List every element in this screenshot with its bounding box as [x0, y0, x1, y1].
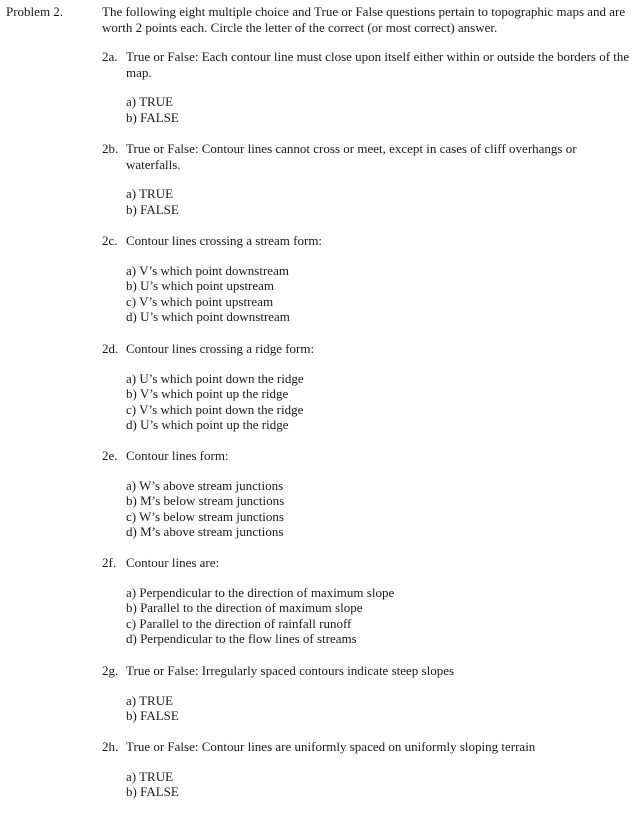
question-number: 2c. [102, 233, 118, 248]
question-2e [102, 448, 634, 540]
question-2f [102, 555, 634, 647]
choice-list [126, 186, 634, 217]
question-number: 2e. [102, 448, 118, 463]
question-number: 2d. [102, 341, 119, 356]
choice-list [126, 371, 634, 433]
choice-c[interactable]: c) V’s which point upstream [126, 293, 274, 309]
problem-intro: The following eight multiple choice and True or False questions pertain to topographic maps and are worth 2 points each. Circle the letter of the correct (or most correct) answer. [102, 4, 626, 35]
question-2g [102, 663, 634, 724]
question-2c [102, 233, 634, 325]
question-number: 2f. [102, 555, 117, 570]
choice-d[interactable]: d) U’s which point downstream [126, 309, 290, 324]
choice-b[interactable]: b) FALSE [126, 708, 179, 723]
choice-d[interactable]: d) U’s which point up the ridge [126, 417, 289, 432]
question-text: Contour lines crossing a stream form: [126, 233, 323, 248]
question-text: Contour lines crossing a ridge form: [126, 341, 315, 356]
choice-list [126, 478, 634, 540]
choice-c[interactable]: c) W’s below stream junctions [126, 508, 284, 524]
choice-a[interactable]: a) TRUE [126, 94, 174, 109]
choice-d[interactable]: d) Perpendicular to the flow lines of streams [126, 631, 357, 646]
choice-b[interactable]: b) V’s which point up the ridge [126, 386, 289, 401]
question-text: True or False: Contour lines are uniformly spaced on uniformly sloping terrain [126, 739, 536, 754]
question-text: True or False: Contour lines cannot cross or meet, except in cases of cliff overhangs or waterfalls. [126, 141, 577, 172]
choice-a[interactable]: a) TRUE [126, 692, 174, 708]
question-number: 2a. [102, 49, 118, 64]
choice-d[interactable]: d) M’s above stream junctions [126, 524, 284, 539]
choice-b[interactable]: b) FALSE [126, 784, 179, 799]
question-text: True or False: Each contour line must close upon itself either within or outside the borders of the map. [126, 49, 630, 80]
choice-a[interactable]: a) TRUE [126, 186, 174, 201]
question-text: True or False: Irregularly spaced contours indicate steep slopes [126, 663, 455, 678]
question-2a [102, 49, 634, 125]
choice-b[interactable]: b) U’s which point upstream [126, 278, 275, 293]
choice-c[interactable]: c) Parallel to the direction of rainfall runoff [126, 615, 352, 631]
question-text: Contour lines form: [126, 448, 229, 463]
question-2h [102, 739, 634, 800]
choice-a[interactable]: a) U’s which point down the ridge [126, 370, 304, 386]
question-text: Contour lines are: [126, 555, 220, 570]
problem-label: Problem 2. [6, 4, 64, 19]
choice-list [126, 769, 634, 800]
choice-a[interactable]: a) Perpendicular to the direction of maximum slope [126, 584, 395, 600]
choice-list [126, 263, 634, 325]
choice-b[interactable]: b) FALSE [126, 201, 179, 217]
question-number: 2h. [102, 739, 119, 754]
choice-a[interactable]: a) TRUE [126, 768, 174, 784]
choice-a[interactable]: a) V’s which point downstream [126, 262, 289, 278]
choice-list [126, 693, 634, 724]
choice-a[interactable]: a) W’s above stream junctions [126, 477, 284, 493]
question-2b [102, 141, 634, 217]
choice-b[interactable]: b) FALSE [126, 109, 179, 125]
choice-list [126, 94, 634, 125]
choice-b[interactable]: b) Parallel to the direction of maximum slope [126, 600, 363, 615]
choice-list [126, 585, 634, 647]
question-number: 2b. [102, 141, 119, 156]
question-number: 2g. [102, 663, 119, 678]
question-2d [102, 341, 634, 433]
choice-c[interactable]: c) V’s which point down the ridge [126, 401, 304, 417]
choice-b[interactable]: b) M’s below stream junctions [126, 493, 285, 508]
